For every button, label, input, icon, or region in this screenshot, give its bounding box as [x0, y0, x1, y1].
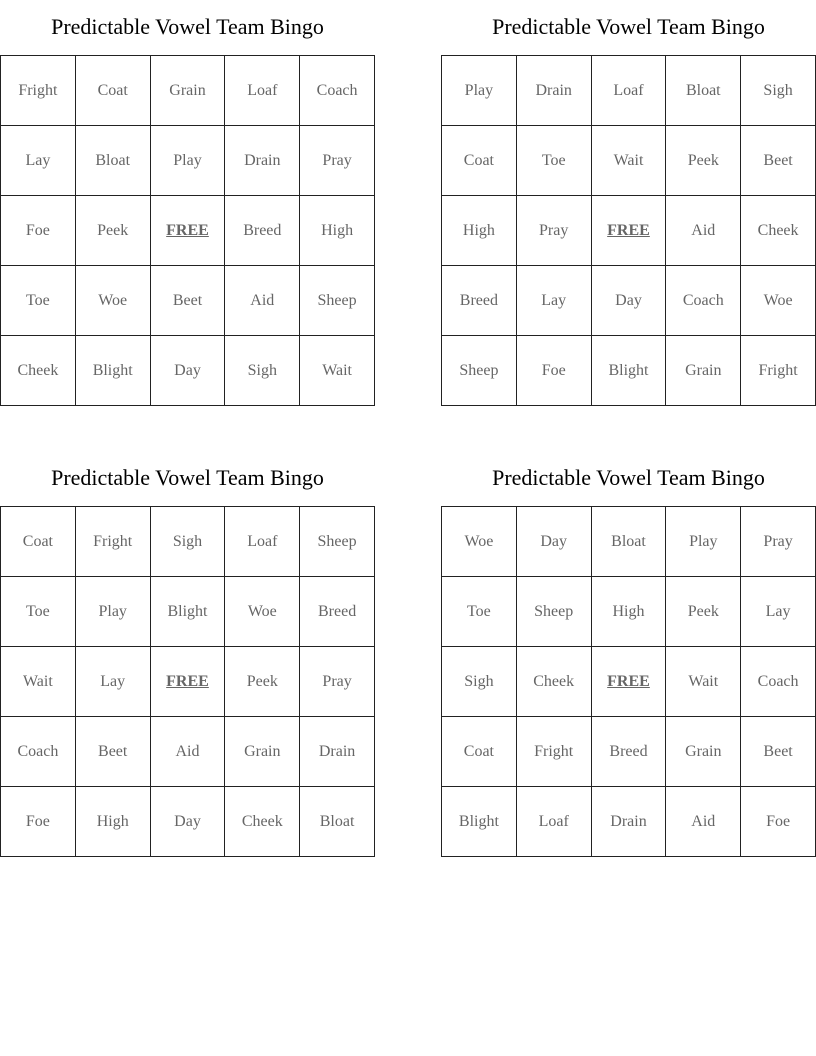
grid-row — [442, 336, 816, 406]
bingo-cell: Coat — [442, 717, 517, 787]
bingo-cell: Lay — [516, 266, 591, 336]
bingo-cell: Day — [516, 507, 591, 577]
bingo-cell: Play — [150, 126, 225, 196]
grid-row — [442, 507, 816, 577]
bingo-cell: Day — [150, 787, 225, 857]
grid-row — [1, 577, 375, 647]
bingo-cell: Wait — [300, 336, 375, 406]
bingo-cell: Breed — [225, 196, 300, 266]
bingo-cell: High — [442, 196, 517, 266]
bingo-cell: Loaf — [591, 56, 666, 126]
grid-row — [442, 266, 816, 336]
grid-row — [1, 196, 375, 266]
bingo-cell: Coat — [1, 507, 76, 577]
bingo-cell: Grain — [225, 717, 300, 787]
bingo-card-4 — [441, 451, 816, 857]
bingo-cell: Bloat — [300, 787, 375, 857]
bingo-cell: Fright — [1, 56, 76, 126]
bingo-cell: Aid — [666, 787, 741, 857]
bingo-cell: Sheep — [516, 577, 591, 647]
bingo-cell: Day — [150, 336, 225, 406]
bingo-cell: Blight — [75, 336, 150, 406]
bingo-cell: Sigh — [442, 647, 517, 717]
bingo-cell: Blight — [442, 787, 517, 857]
bingo-cell: Sigh — [150, 507, 225, 577]
bingo-cell: Cheek — [516, 647, 591, 717]
bingo-cell: High — [591, 577, 666, 647]
bingo-cell: Lay — [741, 577, 816, 647]
grid-row — [442, 787, 816, 857]
bingo-cell: Peek — [666, 126, 741, 196]
free-space-cell: FREE — [150, 196, 225, 266]
bingo-cell: Coach — [741, 647, 816, 717]
bingo-cell: Toe — [1, 266, 76, 336]
bingo-cell: Blight — [591, 336, 666, 406]
bingo-cell: Loaf — [225, 56, 300, 126]
card-title: Predictable Vowel Team Bingo — [51, 14, 324, 39]
grid-row — [1, 126, 375, 196]
bingo-cell: Aid — [150, 717, 225, 787]
bingo-cell: Drain — [300, 717, 375, 787]
bingo-cell: Sheep — [300, 266, 375, 336]
bingo-cell: Loaf — [516, 787, 591, 857]
bingo-cell: Coach — [300, 56, 375, 126]
bingo-cell: Cheek — [1, 336, 76, 406]
bingo-cell: Beet — [150, 266, 225, 336]
bingo-cell: Foe — [741, 787, 816, 857]
bingo-cell: High — [75, 787, 150, 857]
bingo-cell: Peek — [666, 577, 741, 647]
bingo-cell: Lay — [1, 126, 76, 196]
bingo-cell: Aid — [225, 266, 300, 336]
bingo-card-1 — [0, 0, 375, 406]
bingo-cell: Beet — [741, 126, 816, 196]
bingo-cell: Bloat — [666, 56, 741, 126]
bingo-cell: Peek — [225, 647, 300, 717]
bingo-cell: Aid — [666, 196, 741, 266]
grid-row — [1, 336, 375, 406]
bingo-cell: Cheek — [225, 787, 300, 857]
bingo-cell: Woe — [442, 507, 517, 577]
bingo-cell: Play — [75, 577, 150, 647]
card-title: Predictable Vowel Team Bingo — [492, 465, 765, 490]
bingo-cell: Foe — [516, 336, 591, 406]
bingo-cell: Wait — [591, 126, 666, 196]
bingo-cell: Coat — [75, 56, 150, 126]
bingo-cell: Breed — [300, 577, 375, 647]
bingo-grid — [0, 506, 375, 857]
bingo-cell: Woe — [225, 577, 300, 647]
bingo-cell: Fright — [75, 507, 150, 577]
bingo-cell: Drain — [591, 787, 666, 857]
bingo-card-3 — [0, 451, 375, 857]
bingo-grid — [441, 506, 816, 857]
bingo-grid — [0, 55, 375, 406]
bingo-cell: Cheek — [741, 196, 816, 266]
bingo-cell: Coach — [1, 717, 76, 787]
bingo-cell: Peek — [75, 196, 150, 266]
bingo-cell: Loaf — [225, 507, 300, 577]
free-space-cell: FREE — [591, 196, 666, 266]
grid-row — [442, 717, 816, 787]
grid-row — [442, 647, 816, 717]
free-space-cell: FREE — [591, 647, 666, 717]
grid-row — [1, 266, 375, 336]
bingo-cell: Bloat — [591, 507, 666, 577]
bingo-card-2 — [441, 0, 816, 406]
bingo-cell: Grain — [150, 56, 225, 126]
bingo-cell: Beet — [75, 717, 150, 787]
bingo-cell: Foe — [1, 196, 76, 266]
bingo-cell: Sigh — [225, 336, 300, 406]
bingo-cell: Wait — [666, 647, 741, 717]
bingo-cell: Woe — [75, 266, 150, 336]
grid-row — [1, 56, 375, 126]
bingo-grid — [441, 55, 816, 406]
bingo-cell: Toe — [1, 577, 76, 647]
grid-row — [1, 717, 375, 787]
grid-row — [442, 56, 816, 126]
bingo-cell: Drain — [225, 126, 300, 196]
bingo-cell: Pray — [300, 126, 375, 196]
grid-row — [442, 577, 816, 647]
bingo-cell: Coach — [666, 266, 741, 336]
bingo-cell: Lay — [75, 647, 150, 717]
grid-row — [1, 787, 375, 857]
bingo-cell: Beet — [741, 717, 816, 787]
bingo-cell: Sigh — [741, 56, 816, 126]
free-space-cell: FREE — [150, 647, 225, 717]
bingo-cell: Toe — [516, 126, 591, 196]
bingo-cell: Day — [591, 266, 666, 336]
bingo-cell: Sheep — [300, 507, 375, 577]
bingo-cell: Drain — [516, 56, 591, 126]
bingo-cell: Pray — [516, 196, 591, 266]
bingo-cell: Bloat — [75, 126, 150, 196]
bingo-cell: High — [300, 196, 375, 266]
grid-row — [442, 126, 816, 196]
bingo-cell: Grain — [666, 717, 741, 787]
bingo-cell: Woe — [741, 266, 816, 336]
bingo-cell: Play — [666, 507, 741, 577]
bingo-cell: Pray — [741, 507, 816, 577]
bingo-cell: Blight — [150, 577, 225, 647]
bingo-cell: Breed — [591, 717, 666, 787]
card-title: Predictable Vowel Team Bingo — [51, 465, 324, 490]
bingo-cell: Toe — [442, 577, 517, 647]
grid-row — [1, 507, 375, 577]
bingo-cell: Wait — [1, 647, 76, 717]
bingo-cell: Play — [442, 56, 517, 126]
bingo-cell: Grain — [666, 336, 741, 406]
grid-row — [442, 196, 816, 266]
bingo-cell: Pray — [300, 647, 375, 717]
card-title: Predictable Vowel Team Bingo — [492, 14, 765, 39]
bingo-cell: Fright — [741, 336, 816, 406]
bingo-cell: Coat — [442, 126, 517, 196]
bingo-cell: Fright — [516, 717, 591, 787]
bingo-cell: Foe — [1, 787, 76, 857]
bingo-cell: Breed — [442, 266, 517, 336]
grid-row — [1, 647, 375, 717]
bingo-cell: Sheep — [442, 336, 517, 406]
